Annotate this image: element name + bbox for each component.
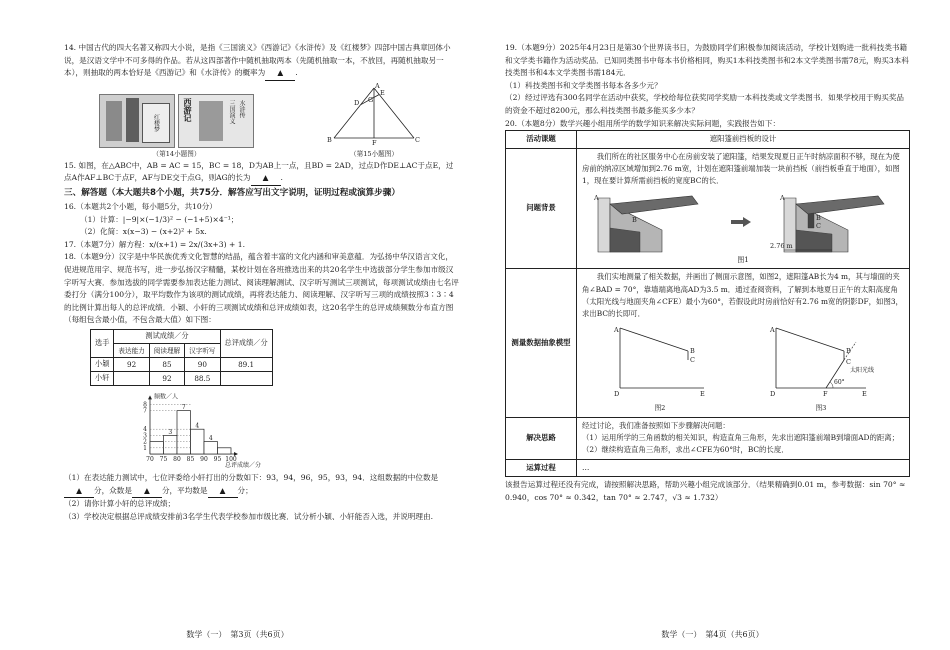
fig1b-label-B: B xyxy=(816,213,822,222)
table-cell-name: 小颖 xyxy=(91,357,114,371)
answer-blank-15[interactable]: ▲ xyxy=(251,172,281,186)
bar-data-label: 4 xyxy=(208,435,213,443)
histogram-bar xyxy=(177,411,191,454)
book-cover-sanguo: 三国演义 xyxy=(228,99,235,124)
diagram-figure-2 xyxy=(610,324,710,398)
figure-15 xyxy=(324,82,424,158)
histogram-bar xyxy=(204,442,218,454)
question-17: 17.（本题7分）解方程：x/(x+1) = 2x/(3x+3) + 1. xyxy=(64,239,246,249)
fig2-label-A: A xyxy=(614,325,619,334)
page-footer-left: 数学（一） 第3页（共6页） xyxy=(186,630,289,639)
question-19-part-1: （1）科技类图书和文学类图书每本各多少元？ xyxy=(505,80,662,90)
book-cover-xiyouji: 西游记 xyxy=(183,97,193,122)
x-tick-label: 80 xyxy=(173,455,181,463)
y-tick-label: 4 xyxy=(143,426,147,434)
fig3-label-D: D xyxy=(770,389,776,398)
x-tick-label: 75 xyxy=(159,455,168,463)
bar-data-label: 7 xyxy=(181,404,186,412)
figure-14-caption: （第14小题图） xyxy=(152,149,201,158)
question-18-part-1: （1）在表达能力测试中，七位评委给小轩打出的分数如下：93，94，96，95，93，94．这组数据的中位数是▲ 分，众数是 ▲ 分，平均数是 ▲ 分； xyxy=(64,472,459,498)
figure-1-caption: 图1 xyxy=(737,255,749,264)
x-tick-label: 85 xyxy=(186,455,195,463)
y-axis-label: 频数／人 xyxy=(154,393,179,401)
table-cell: 85 xyxy=(149,357,184,371)
book-cover-hongloumeng: 红楼梦 xyxy=(142,103,170,143)
book-photo-1 xyxy=(99,94,175,148)
y-tick-label: 8 xyxy=(143,401,147,409)
model-text: 我们实地测量了相关数据，并画出了侧面示意图，如图2，遮阳篷AB长为4 m，其与墙面的夹角∠BAD = 70°，靠墙端离地高AD为3.5 m．通过查阅资料，了解到本地夏日正午的太阳高度角（太阳光线与地面夹角∠CFE）最小为60°，若假设此时房前恰好有2.76 m宽的阴影DF，如图3，求出BC的长即可． xyxy=(582,272,903,319)
diagram-figure-3 xyxy=(766,324,876,398)
table-cell: 92 xyxy=(114,357,149,371)
fig3-label-A: A xyxy=(770,325,775,334)
report-row-computation xyxy=(506,459,910,476)
report-label-approach: 解决思路 xyxy=(506,417,577,459)
book-cover-shuihu: 水浒传 xyxy=(238,99,245,118)
table-header-row xyxy=(91,329,273,343)
answer-blank-mean[interactable]: ▲ xyxy=(208,485,238,499)
triangle-diagram xyxy=(324,82,424,146)
question-15: 15. 如图，在△ABC中，AB = AC = 15，BC = 18，D为AB上一点，且BD = 2AD，过点D作DE⊥AC于点E，过点A作AF⊥BC于点F，AF与DE交于点G，则AG的长为 ▲ . xyxy=(64,160,459,186)
question-18-part-3: （3）学校决定根据总评成绩安排前3名学生代表学校参加市级比赛．试分析小颖、小轩能否入选，并说明理由. xyxy=(64,511,433,521)
figures-2-3 xyxy=(582,324,904,415)
label-A: A xyxy=(375,81,380,90)
label-B: B xyxy=(327,135,332,144)
table-cell: 89.1 xyxy=(220,357,272,371)
section-3-heading: 三、解答题（本大题共8个小题，共75分．解答应写出文字说明，证明过程或演算步骤） xyxy=(64,187,400,198)
awning-illustration-before xyxy=(592,190,712,254)
x-tick-label: 100 xyxy=(225,455,237,463)
label-F: F xyxy=(372,138,377,146)
report-value-topic: 遮阳篷前挡板的设计 xyxy=(577,131,910,148)
table-subheader-dictation: 汉字听写 xyxy=(185,343,220,357)
table-row xyxy=(91,357,273,371)
y-tick-label: 3 xyxy=(143,432,147,440)
figure-2 xyxy=(610,324,710,415)
question-16-title: 16.（本题共2个小题，每小题5分，共10分） xyxy=(64,201,217,211)
answer-blank-mode[interactable]: ▲ xyxy=(132,485,162,499)
table-row xyxy=(91,371,273,385)
x-tick-label: 90 xyxy=(200,455,208,463)
table-header-total: 总评成绩／分 xyxy=(220,329,272,357)
score-table xyxy=(90,329,273,386)
fig2-label-C: C xyxy=(690,355,695,364)
label-G: G xyxy=(368,95,374,104)
fig1b-label-C: C xyxy=(816,221,822,230)
report-row-model xyxy=(506,269,910,417)
answer-blank-14[interactable]: ▲ xyxy=(265,67,295,81)
fig1-label-A: A xyxy=(593,193,599,202)
question-16-part-1: （1）计算：|−9|×(−1/3)² − (−1+5)×4⁻¹； xyxy=(80,214,239,224)
book-photo-2 xyxy=(178,94,254,148)
report-value-approach: 经过讨论，我们准备按照如下步骤解决问题： （1）运用所学的三角函数的相关知识，构造直角三角形，先求出遮阳篷前端B到墙面AD的距离； （2）继续构造直角三角形，求出∠CFE为60°时，BC的长度． xyxy=(577,417,910,459)
table-cell-name: 小轩 xyxy=(91,371,114,385)
question-20-intro: 20.（本题8分）数学兴趣小组用所学的数学知识来解决实际问题，实践报告如下： xyxy=(505,118,781,128)
fig3-label-E: E xyxy=(862,389,867,398)
table-header-player: 选手 xyxy=(91,329,114,357)
fig1-dimension: 2.76 m xyxy=(770,241,794,250)
table-cell: 88.5 xyxy=(185,371,220,385)
answer-blank-median[interactable]: ▲ xyxy=(64,485,94,499)
label-D: D xyxy=(354,98,360,107)
question-18-part-2: （2）请你计算小轩的总评成绩； xyxy=(64,499,176,509)
fig3-label-C: C xyxy=(846,357,851,366)
figure-2-caption: 图2 xyxy=(654,404,666,413)
background-text: 我们所在的社区服务中心在房前安装了遮阳篷，结果发现夏日正午时纳凉面积不够，现在为使房前的纳凉区域增加到2.76 m宽，计划在遮阳篷前端加装一块前挡板（前挡板垂直于地面），如图1，现在要计算所需前挡板的宽度BC的长． xyxy=(582,151,900,186)
report-value-computation: … xyxy=(577,459,910,476)
question-14: 14. 中国古代的四大名著又称四大小说，是指《三国演义》《西游记》《水浒传》及《红楼梦》四部中国古典章回体小说，是汉语文学中不可多得的作品。若从这四部著作中随机抽取两本（先随机抽取一本，不放回，再随机抽取另一本），则抽取的两本恰好是《西游记》和《水浒传》的概率为 ▲ . xyxy=(64,42,459,81)
table-subheader-expression: 表达能力 xyxy=(114,343,149,357)
label-E: E xyxy=(380,88,385,97)
bar-data-label: 3 xyxy=(168,428,173,436)
figure-14 xyxy=(99,94,254,158)
angle-60-label: 60° xyxy=(834,378,845,386)
question-19-part-2: （2）经过评选有300名同学在活动中获奖，学校给每位获奖同学奖励一本科技类或文学类图书．如果学校用于购买奖品的资金不超过8200元，那么科技类图书最多能买多少本？ xyxy=(505,93,905,115)
fig3-label-B: B xyxy=(846,346,851,355)
page-4 xyxy=(475,0,950,650)
y-axis-arrow xyxy=(148,395,152,399)
y-tick-label: 2 xyxy=(143,438,147,446)
fig2-label-B: B xyxy=(690,346,695,355)
fig3-label-F: F xyxy=(823,389,828,398)
x-tick-label: 95 xyxy=(213,455,222,463)
awning-illustration-after xyxy=(770,190,894,254)
report-row-background xyxy=(506,148,910,269)
table-header-test: 测试成绩／分 xyxy=(114,329,220,343)
figure-3-caption: 图3 xyxy=(815,404,827,413)
question-18: 18.（本题9分）汉字是中华民族优秀文化智慧的结晶，蕴含着丰富的文化内涵和审美意蕴．为弘扬中华汉语言文化，促进规范用字、规范书写，进一步弘扬汉字精髓，某校计划在各班推选出来的共20名学生中选拔部分学生参加市级汉字听写大赛．参加选拔的同学需要参加表达能力测试、阅读理解测试、汉字听写测试三项测试，每项测试成绩由七名评委打分（满分100分），取平均数作为该项的测试成绩，再将表达能力、阅读理解、汉字听写三项的成绩按照3∶3∶4的比例计算出每人的总评成绩．小颖、小轩的三项测试成绩和总评成绩如表，这20名学生的总评成绩频数分布直方图（每组包含最小值，不包含最大值）如下图： xyxy=(64,252,459,325)
table-cell xyxy=(114,371,149,385)
fig1-label-B: B xyxy=(631,215,637,224)
y-tick-label: 1 xyxy=(143,444,147,452)
report-row-topic xyxy=(506,131,910,148)
histogram-bar xyxy=(218,448,232,454)
report-label-topic: 活动课题 xyxy=(506,131,577,148)
x-axis-label: 总评成绩／分 xyxy=(225,461,262,468)
question-20-outro: 该报告运算过程还没有完成，请按照解决思路，帮助兴趣小组完成该部分．（结果精确到0.01 m，参考数据：sin 70° ≈ 0.940，cos 70° ≈ 0.342，tan 70° ≈ 2.747，√3 ≈ 1.732） xyxy=(505,480,906,502)
bar-data-label: 4 xyxy=(195,422,200,430)
histogram-bar xyxy=(191,429,205,454)
histogram-container xyxy=(64,388,459,472)
page-footer-right: 数学（一） 第4页（共6页） xyxy=(661,630,764,639)
sun-ray-label: 太阳光线 xyxy=(850,366,875,374)
report-value-background xyxy=(577,148,910,269)
report-row-approach xyxy=(506,417,910,459)
histogram-bar xyxy=(164,435,178,454)
question-19: 19.（本题9分）2025年4月23日是第30个世界读书日，为鼓励同学们积极参加阅读活动，学校计划购进一批科技类书籍和文学类书籍作为活动奖品．已知同类图书中每本书价格相同，购买1本科技类图书和2本文学类图书需78元，购买3本科技类图书和4本文学类图书需184元． xyxy=(505,43,909,78)
table-cell: 90 xyxy=(185,357,220,371)
figure-3 xyxy=(766,324,876,415)
figure-1 xyxy=(582,190,904,254)
fig2-label-E: E xyxy=(700,389,705,398)
fig1b-label-A: A xyxy=(780,193,786,202)
table-cell: 92 xyxy=(149,371,184,385)
figures-14-15 xyxy=(64,82,459,158)
x-tick-label: 70 xyxy=(146,455,154,463)
table-cell xyxy=(220,371,272,385)
report-label-model: 测量数据抽象模型 xyxy=(506,269,577,417)
question-16-part-2: （2）化简：x(x−3) − (x+2)² + 5x. xyxy=(80,227,207,237)
practice-report-table xyxy=(505,130,910,477)
label-C: C xyxy=(415,135,420,144)
table-subheader-reading: 阅读理解 xyxy=(149,343,184,357)
report-label-background: 问题背景 xyxy=(506,148,577,269)
y-tick-label: 7 xyxy=(143,407,147,415)
fig2-label-D: D xyxy=(614,389,620,398)
arrow-right-icon xyxy=(731,217,751,227)
histogram xyxy=(124,388,314,468)
report-value-model xyxy=(577,269,910,417)
report-label-computation: 运算过程 xyxy=(506,459,577,476)
figure-15-caption: （第15小题图） xyxy=(350,149,398,158)
